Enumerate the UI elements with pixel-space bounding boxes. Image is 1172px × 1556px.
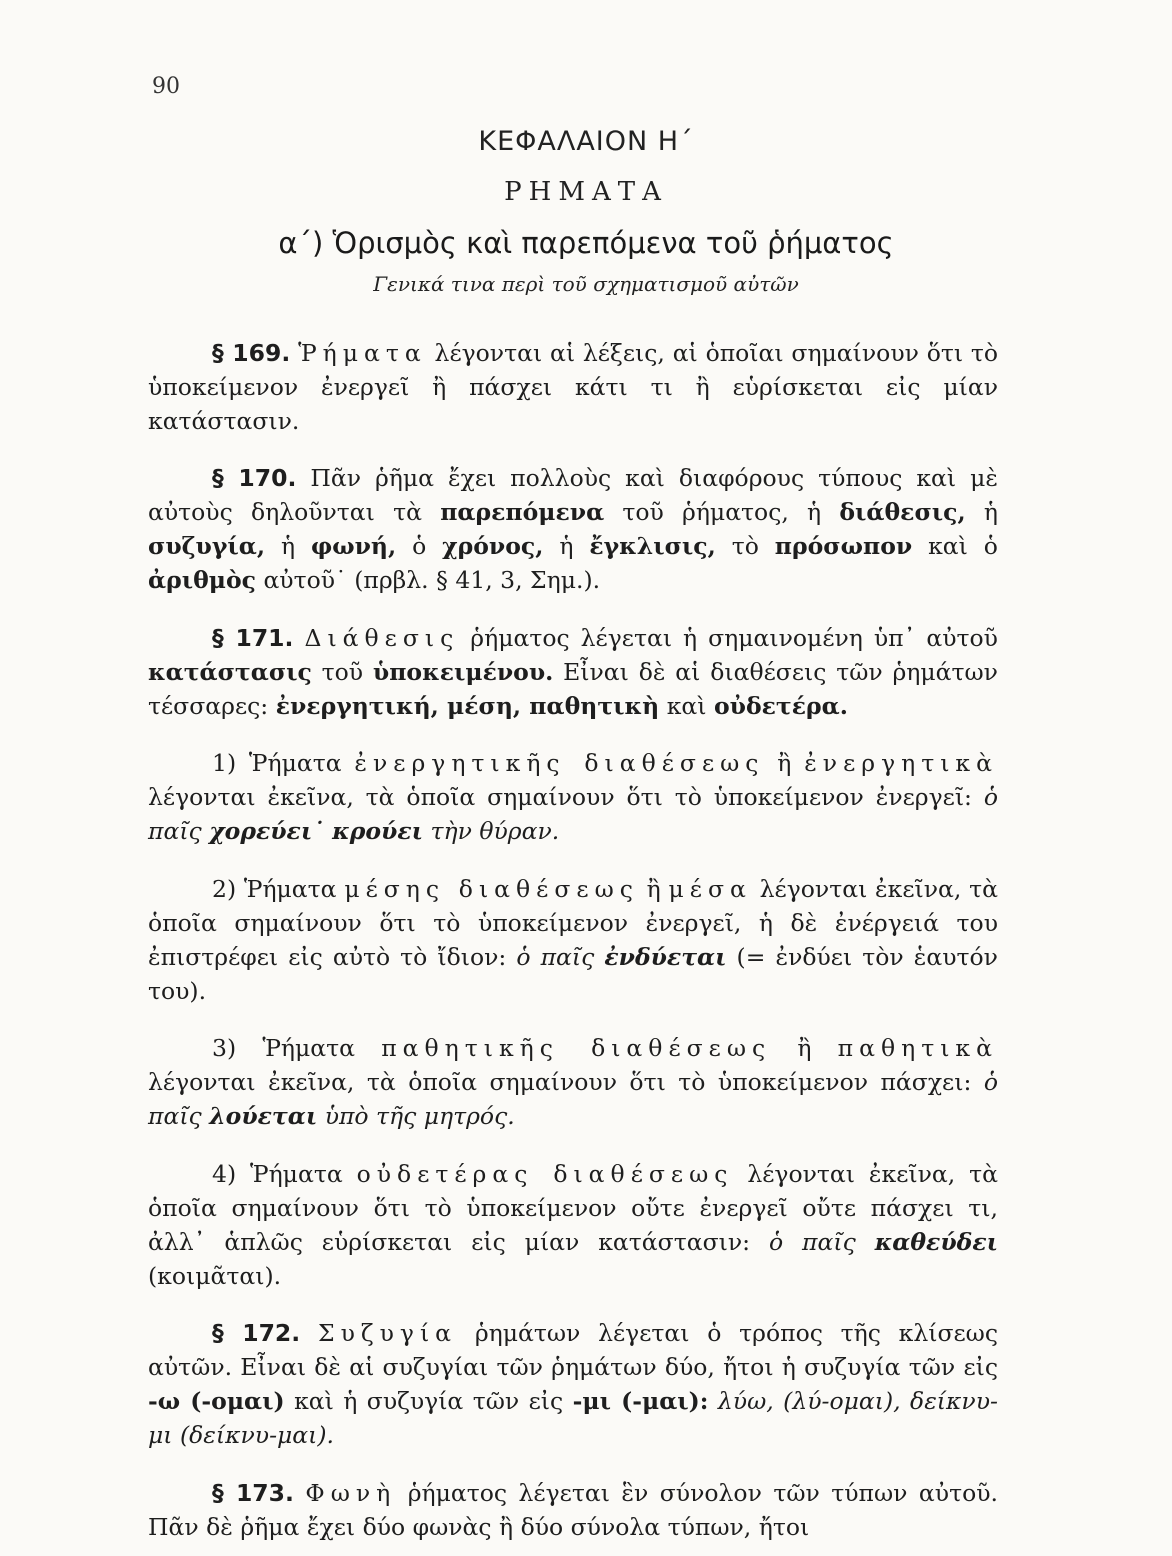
text: αὐτοῦ˙ (πρβλ. § 41, 3, Σημ.). [263, 566, 601, 594]
bold-term: παρεπόμενα [440, 498, 605, 526]
paragraph-171 [148, 621, 998, 723]
bold-term: πρόσωπον [774, 532, 913, 560]
spaced-term: μέσα [668, 874, 752, 903]
section-number: § 170. [212, 464, 297, 492]
bold-term: κατάστασις [148, 657, 312, 686]
text: ῥήματος λέγεται ἡ σημαινομένη ὑπ᾽ αὐτοῦ [470, 623, 998, 652]
paragraph-173 [148, 1476, 998, 1544]
section-number: § 173. [212, 1478, 294, 1507]
spaced-term: παθητικῆς διαθέσεως [381, 1034, 772, 1062]
bold-ending: -ω (-ομαι) [148, 1387, 285, 1415]
item-lead: 4) Ῥήματα [212, 1159, 343, 1188]
text: λέγονται ἐκεῖνα, τὰ ὁποῖα σημαίνουν ὅτι τὸ ὑποκείμενον ἐνεργεῖ, ἡ δὲ ἐνέργειά του ἐπιστρέφει εἰς αὐτὸ τὸ ἴδιον: [148, 874, 998, 971]
paragraph-170 [148, 461, 998, 597]
text: καὶ ἡ συζυγία τῶν εἰς [294, 1387, 564, 1415]
paragraph-169 [148, 336, 998, 438]
list-item-2 [148, 872, 998, 1008]
term: Διάθεσις [304, 623, 460, 652]
text: (κοιμᾶται). [148, 1261, 282, 1290]
text: ἡ [983, 498, 998, 526]
bold-term: οὐδετέρα. [713, 691, 848, 720]
spaced-term: μέσης διαθέσεως [344, 874, 639, 903]
item-lead: 1) Ῥήματα [212, 749, 342, 777]
text: ἡ [559, 532, 574, 560]
bold-term: χρόνος, [442, 532, 544, 560]
bold-term: ἐνεργητική, μέση, παθητικὴ [275, 691, 660, 720]
text: τοῦ ῥήματος, ἡ [622, 498, 822, 526]
text: λέγονται ἐκεῖνα, τὰ ὁποῖα σημαίνουν ὅτι τὸ ὑποκείμενον οὔτε ἐνεργεῖ οὔτε πάσχει τι, ἀλλ᾽ ἁπλῶς εὑρίσκεται εἰς μίαν κατάστασιν: [148, 1159, 998, 1256]
bold-term: ἔγκλισις, [589, 532, 716, 560]
list-item-3 [148, 1031, 998, 1133]
example-verb: ἐνδύεται [604, 942, 727, 971]
example: τὴν θύραν. [430, 817, 560, 845]
bold-term: φωνή, [310, 532, 397, 560]
text: ἡ [280, 532, 296, 560]
spaced-term: ἐνεργητικὰ [804, 749, 998, 777]
text: Εἶναι δὲ αἱ διαθέσεις τῶν ῥημάτων τέσσαρες: [148, 657, 998, 720]
example-verb: λούεται [209, 1102, 318, 1130]
bold-term: ἀριθμὸς [148, 566, 256, 594]
section-title: ΡΗΜΑΤΑ [504, 177, 668, 207]
text: Πᾶν ῥῆμα ἔχει πολλοὺς καὶ διαφόρους τύπους καὶ μὲ αὐτοὺς δηλοῦνται τὰ [148, 464, 998, 526]
example-verb: χορεύει˙ κρούει [209, 817, 424, 845]
section-number: § 169. [212, 338, 291, 367]
text: ῥήματος λέγεται ἓν σύνολον τῶν τύπων αὐτοῦ. Πᾶν δὲ ῥῆμα ἔχει δύο φωνὰς ἢ δύο σύνολα τύπων, ἤτοι [148, 1478, 998, 1541]
spaced-term: παθητικὰ [837, 1034, 998, 1062]
page-number: 90 [152, 74, 180, 99]
list-item-4 [148, 1157, 998, 1293]
text: ὁ [412, 532, 427, 560]
text: καὶ ὁ [928, 532, 998, 560]
term: Συζυγία [318, 1319, 458, 1347]
text: ῥημάτων λέγεται ὁ τρόπος τῆς κλίσεως αὐτῶν. Εἶναι δὲ αἱ συζυγίαι τῶν ῥημάτων δύο, ἤτοι ἡ συζυγία τῶν εἰς [148, 1319, 998, 1381]
example: ὁ παῖς [148, 783, 998, 845]
list-item-1 [148, 746, 998, 848]
bold-term: ὑποκειμένου. [372, 657, 554, 686]
spaced-term: ἐνεργητικῆς διαθέσεως [354, 749, 765, 777]
text: λέγονται αἱ λέξεις, αἱ ὁποῖαι σημαίνουν ὅτι τὸ ὑποκείμενον ἐνεργεῖ ἢ πάσχει κάτι τι ἢ εὑρίσκεται εἰς μίαν κατάστασιν. [148, 338, 998, 435]
example: ὁ παῖς [768, 1227, 856, 1256]
example-verb: καθεύδει [874, 1227, 998, 1256]
spaced-term: οὐδετέρας διαθέσεως [356, 1159, 734, 1188]
term: Ῥήματα [298, 338, 427, 367]
text: λέγονται ἐκεῖνα, τὰ ὁποῖα σημαίνουν ὅτι τὸ ὑποκείμενον ἐνεργεῖ: [148, 783, 972, 811]
example: λύω, (λύ-ομαι), δείκνυ-μι (δείκνυ-μαι). [148, 1387, 998, 1449]
term: Φωνὴ [305, 1478, 397, 1507]
text: καὶ [666, 691, 707, 720]
section-number: § 172. [212, 1319, 301, 1347]
section-number: § 171. [212, 623, 294, 652]
subsubtitle: Γενικά τινα περὶ τοῦ σχηματισμοῦ αὐτῶν [373, 272, 799, 296]
item-lead: 3) Ῥήματα [212, 1034, 355, 1062]
body-text [148, 312, 998, 1556]
text: τὸ [731, 532, 759, 560]
text: ἢ [797, 1034, 812, 1062]
text: ἢ [777, 749, 792, 777]
text: τοῦ [321, 657, 364, 686]
subtitle: α΄) Ὁρισμὸς καὶ παρεπόμενα τοῦ ῥήματος [278, 226, 894, 260]
item-lead: 2) Ῥήματα [212, 874, 337, 903]
text: λέγονται ἐκεῖνα, τὰ ὁποῖα σημαίνουν ὅτι τὸ ὑποκείμενον πάσχει: [148, 1068, 972, 1096]
text: (= ἐνδύει τὸν ἑαυτόν του). [148, 942, 998, 1005]
example: ὑπὸ τῆς μητρός. [324, 1102, 515, 1130]
bold-ending: -μι (-μαι): [572, 1387, 709, 1415]
paragraph-172 [148, 1316, 998, 1452]
chapter-heading: ΚΕΦΑΛΑΙΟΝ Η΄ [478, 126, 694, 157]
bold-term: συζυγία, [148, 532, 266, 560]
example: ὁ παῖς [516, 942, 595, 971]
example: ὁ παῖς [148, 1068, 998, 1130]
text: ἢ [646, 874, 661, 903]
bold-term: διάθεσις, [839, 498, 966, 526]
